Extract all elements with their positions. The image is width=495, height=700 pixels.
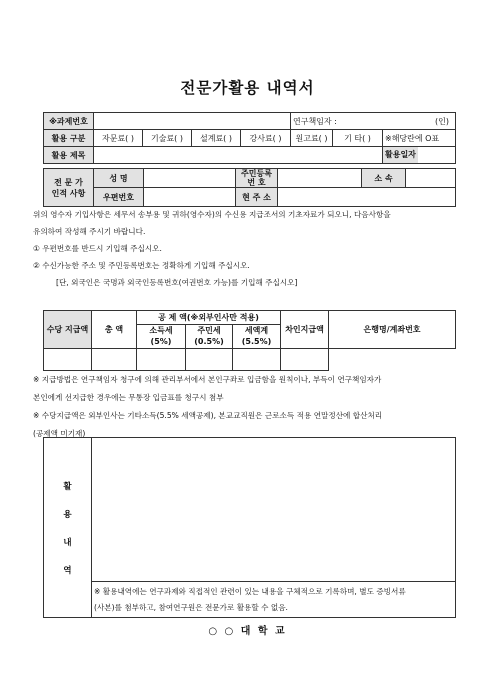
resident-tax-label: 주민세 — [186, 325, 233, 337]
category-design[interactable]: 설계료( ) — [192, 130, 241, 147]
resident-tax-field[interactable] — [137, 348, 186, 370]
rrn-label-line2: 번 호 — [247, 178, 266, 187]
usage-label-char: 내 — [63, 537, 72, 548]
note-line: [단, 외국인은 국명과 외국인등록번호(여권번호 가능)를 기입해 주십시오] — [56, 278, 298, 287]
category-label: 활용 구분 — [44, 130, 94, 147]
tax-total-field[interactable] — [186, 348, 233, 370]
usage-details-field[interactable] — [92, 438, 456, 582]
net-payment-field[interactable] — [233, 348, 281, 370]
note-line: ① 우편번호를 반드시 기입해 주십시오. — [33, 244, 162, 253]
name-label: 성 명 — [94, 169, 144, 188]
note-line: 본인에게 선지급한 경우에는 무통장 입금표를 청구시 첨부 — [33, 393, 224, 402]
expert-info-label — [44, 169, 94, 207]
usage-label-char: 역 — [63, 565, 72, 576]
usage-label-char: 용 — [63, 509, 72, 520]
date-label: 활용일자 — [383, 147, 418, 163]
notes-block — [33, 209, 391, 288]
bank-account-label: 은행명/계좌번호 — [329, 311, 456, 349]
income-tax-field[interactable] — [92, 348, 137, 370]
income-tax-label: 소득세 — [137, 325, 186, 337]
subject-label: 활용 제목 — [44, 147, 94, 164]
usage-details-label — [44, 438, 92, 618]
total-amount-field[interactable] — [44, 348, 92, 370]
project-number-label: ※과제번호 — [44, 113, 94, 130]
expert-info-label-line2: 인적 사항 — [51, 188, 86, 198]
note-line: ② 수신가능한 주소 및 주민등록번호는 정확하게 기입해 주십시오. — [33, 261, 250, 270]
deduction-label: 공 제 액(※외부인사만 적용) — [137, 311, 281, 325]
document-title: 전문가활용 내역서 — [180, 79, 315, 97]
postal-code-label: 우편번호 — [94, 188, 144, 207]
postal-code-field[interactable] — [144, 188, 236, 207]
income-tax-rate: (5%) — [137, 336, 186, 348]
payment-notes — [33, 371, 382, 443]
usage-note-line: (사본)를 첨부하고, 참여연구원은 전문가로 활용할 수 없음. — [94, 602, 288, 612]
usage-note — [92, 582, 456, 618]
subject-field[interactable] — [94, 147, 383, 164]
usage-label-char: 활 — [63, 481, 72, 492]
rrn-field[interactable] — [278, 169, 362, 188]
note-line: ※ 수당지급액은 외부인사는 기타소득(5.5% 세액공제), 본교교직원은 근로소득 적용 연말정산에 합산처리 — [33, 411, 383, 420]
tax-total-rate: (5.5%) — [233, 336, 281, 348]
tax-total-label: 세액계 — [233, 325, 281, 337]
affiliation-field[interactable] — [406, 169, 456, 188]
usage-details-table — [43, 437, 456, 618]
category-manuscript[interactable]: 원고료( ) — [291, 130, 333, 147]
payment-row-label: 수당 지급액 — [44, 311, 92, 349]
category-advisory[interactable]: 자문료( ) — [94, 130, 143, 147]
category-other[interactable]: 기 타( ) — [333, 130, 383, 147]
address-field[interactable] — [278, 188, 456, 207]
university-name: ○ ○ 대 학 교 — [208, 626, 287, 637]
category-technical[interactable]: 기술료( ) — [143, 130, 192, 147]
note-line: (공제액 미기재) — [33, 429, 86, 438]
usage-note-line: ※ 활용내역에는 연구과제와 직접적인 관련이 있는 내용을 구체적으로 기록하며, 별도 증빙서류 — [94, 586, 406, 596]
researcher-field[interactable] — [291, 113, 456, 130]
note-line: ※ 지급방법은 연구책임자 청구에 의해 관리부서에서 본인구좌로 입금함을 원칙이나, 부득이 연구책임자가 — [33, 375, 382, 384]
researcher-label: 연구책임자 : — [293, 116, 337, 126]
net-payment-label: 차인지급액 — [281, 311, 329, 349]
address-label: 현 주 소 — [236, 188, 278, 207]
project-info-table — [43, 112, 456, 164]
note-line: 유의하여 작성해 주시기 바랍니다. — [33, 227, 146, 236]
resident-tax-rate: (0.5%) — [186, 336, 233, 348]
seal-mark: (인) — [435, 116, 450, 126]
total-label: 총 액 — [92, 311, 137, 349]
affiliation-label: 소 속 — [362, 169, 406, 188]
bank-account-field[interactable] — [281, 348, 329, 370]
rrn-label — [236, 169, 278, 188]
expert-info-table — [43, 168, 456, 207]
project-number-field[interactable] — [94, 113, 291, 130]
category-note: ※해당란에 O표 — [383, 130, 456, 147]
date-cell[interactable] — [383, 147, 456, 164]
note-line: 위의 영수자 기입사항은 세무서 송부용 및 귀하(영수자)의 수신용 지급조서의 기초자료가 되오니, 다음사항을 — [33, 210, 391, 219]
name-field[interactable] — [144, 169, 236, 188]
expert-info-label-line1: 전 문 가 — [54, 177, 83, 187]
category-lecture[interactable]: 강사료( ) — [241, 130, 291, 147]
payment-table — [43, 310, 456, 371]
rrn-label-line1: 주민등록 — [241, 169, 272, 178]
